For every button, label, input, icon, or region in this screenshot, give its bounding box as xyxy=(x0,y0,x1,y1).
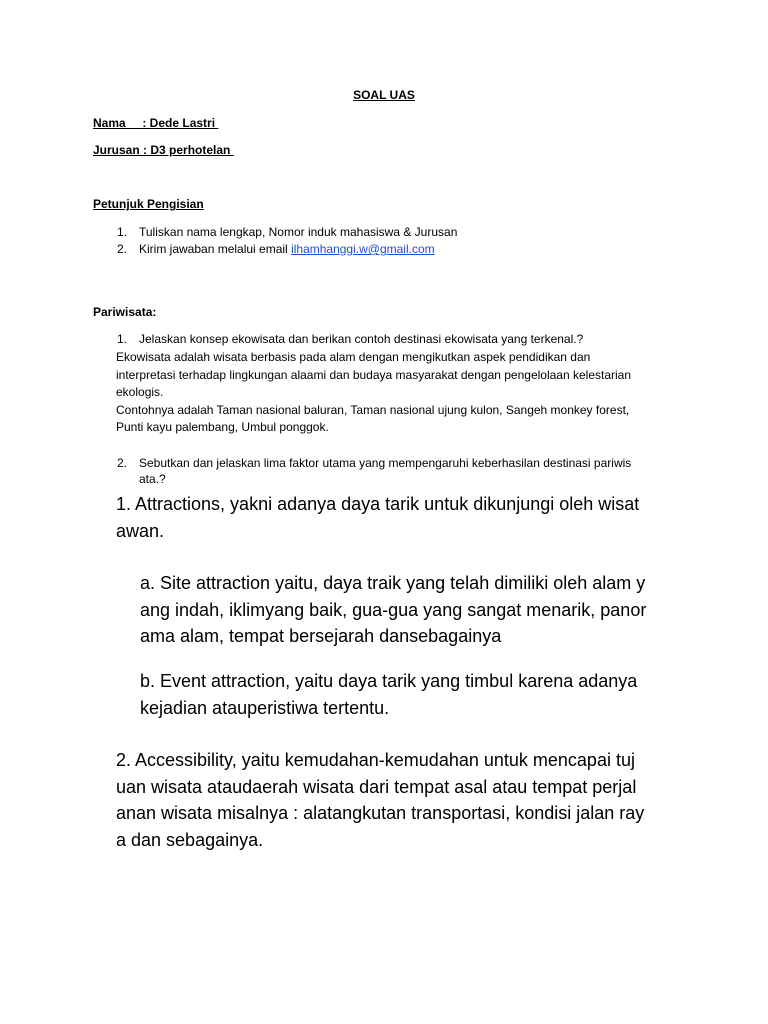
question-1 xyxy=(117,332,583,346)
nama-field: Nama : Dede Lastri xyxy=(93,116,219,130)
answer-line: a dan sebagainya. xyxy=(116,829,264,850)
question-text: Jelaskan konsep ekowisata dan berikan contoh destinasi ekowisata yang terkenal.? xyxy=(139,332,584,346)
answer-line: interpretasi terhadap lingkungan alaami dan budaya masyarakat dengan pengelolaan kelestarian xyxy=(116,367,632,382)
answer-line: b. Event attraction, yaitu daya tarik yang timbul karena adanya xyxy=(140,671,638,691)
answer-1 xyxy=(116,349,676,437)
answer-2-attractions xyxy=(116,491,639,544)
answer-line: 1. Attractions, yakni adanya daya tarik untuk dikunjungi oleh wisat xyxy=(116,494,640,514)
petunjuk-item-2 xyxy=(117,242,435,256)
answer-line: uan wisata ataudaerah wisata dari tempat asal atau tempat perjal xyxy=(116,776,637,797)
pariwisata-heading: Pariwisata: xyxy=(93,305,157,319)
list-text: Kirim jawaban melalui email xyxy=(139,242,292,256)
answer-line: kejadian atauperistiwa tertentu. xyxy=(140,697,390,718)
answer-line: anan wisata misalnya : alatangkutan transportasi, kondisi jalan ray xyxy=(116,803,645,823)
answer-2-accessibility xyxy=(116,747,644,853)
petunjuk-item-1 xyxy=(117,225,457,239)
list-number: 1. xyxy=(117,225,128,239)
answer-2-site-attraction xyxy=(140,570,646,650)
question-text: Sebutkan dan jelaskan lima faktor utama yang mempengaruhi keberhasilan destinasi pariwis xyxy=(139,456,632,470)
list-text: Tuliskan nama lengkap, Nomor induk mahasiswa & Jurusan xyxy=(139,225,458,239)
question-text-continued: ata.? xyxy=(139,472,166,486)
answer-line: 2. Accessibility, yaitu kemudahan-kemudahan untuk mencapai tuj xyxy=(116,750,635,770)
answer-2-event-attraction xyxy=(140,668,637,721)
answer-line: ang indah, iklimyang baik, gua-gua yang sangat menarik, panor xyxy=(140,599,647,620)
list-number: 1. xyxy=(117,332,128,346)
list-number: 2. xyxy=(117,456,128,470)
answer-line: Ekowisata adalah wisata berbasis pada alam dengan mengikutkan aspek pendidikan dan xyxy=(116,350,591,364)
jurusan-field: Jurusan : D3 perhotelan xyxy=(93,143,234,157)
answer-line: awan. xyxy=(116,520,165,541)
petunjuk-heading: Petunjuk Pengisian xyxy=(93,197,204,211)
email-link[interactable]: ilhamhanggi.w@gmail.com xyxy=(291,242,435,256)
answer-line: ama alam, tempat bersejarah dansebagainya xyxy=(140,626,502,646)
page-title: SOAL UAS xyxy=(353,88,415,102)
answer-line: a. Site attraction yaitu, daya traik yang telah dimiliki oleh alam y xyxy=(140,573,646,593)
question-2 xyxy=(117,456,631,470)
answer-line: Punti kayu palembang, Umbul ponggok. xyxy=(116,420,329,435)
list-number: 2. xyxy=(117,242,128,256)
answer-line: Contohnya adalah Taman nasional baluran, Taman nasional ujung kulon, Sangeh monkey forest, xyxy=(116,402,630,417)
answer-line: ekologis. xyxy=(116,385,164,400)
